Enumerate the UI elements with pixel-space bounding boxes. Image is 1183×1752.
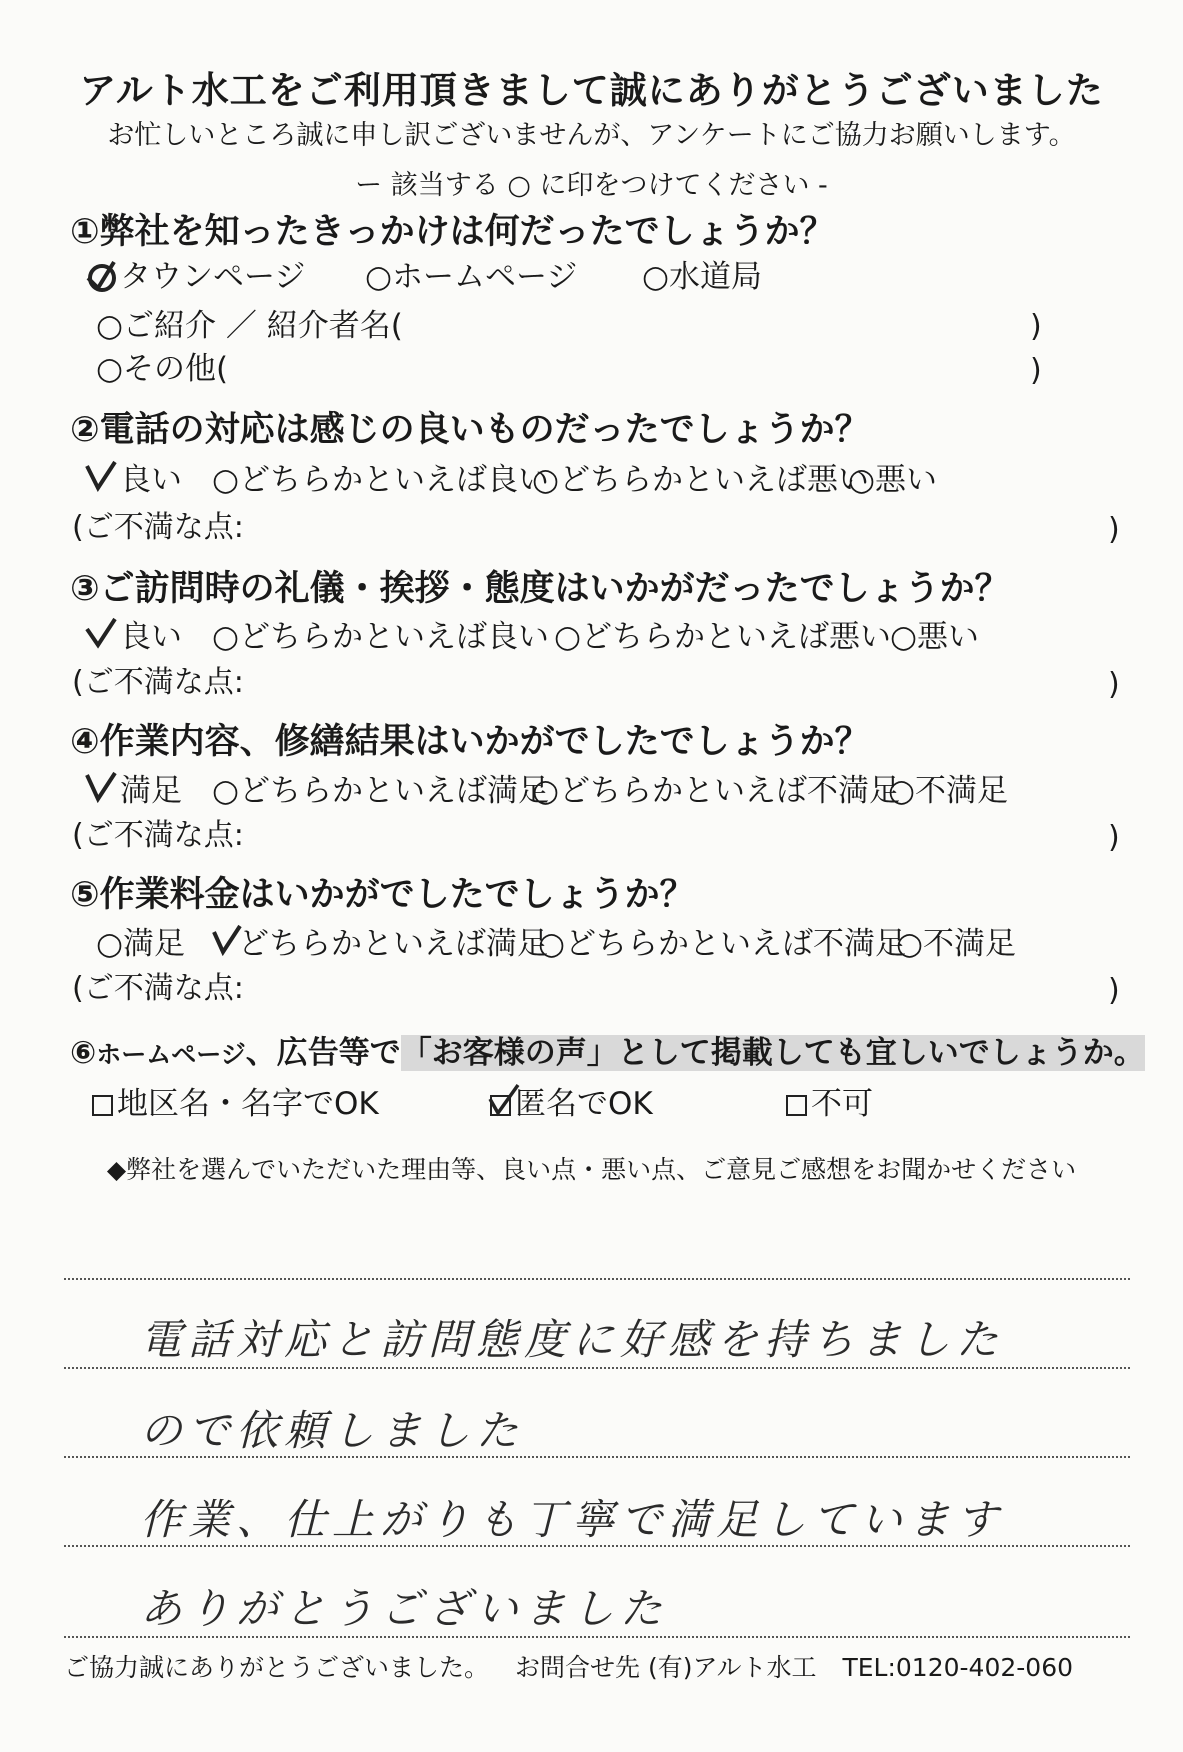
q5-option-unsatisfied[interactable]: ○不満足	[896, 926, 1017, 962]
handwritten-comment-line: ありがとうございました	[140, 1584, 669, 1633]
q5-complaint-close: )	[1108, 973, 1120, 1008]
checkbox-icon	[786, 1095, 807, 1116]
q1-option-townpage[interactable]: タウンページ	[120, 259, 306, 295]
q4-option-satisfied[interactable]: 満足	[120, 773, 182, 809]
checkbox-icon	[490, 1095, 511, 1116]
q3-option-bad[interactable]: ○悪い	[890, 619, 980, 655]
handwritten-comment-line: 作業、仕上がりも丁寧で満足しています	[140, 1495, 1005, 1544]
q3-option-rather-bad[interactable]: ○どちらかといえば悪い	[554, 619, 892, 655]
q4-option-unsatisfied[interactable]: ○不満足	[888, 773, 1009, 809]
q1-referral-close: )	[1030, 309, 1042, 344]
survey-instruction: ー 該当する ○ に印をつけてください -	[355, 170, 828, 201]
check-mark-icon	[84, 617, 118, 649]
q4-option-rather-unsatisfied[interactable]: ○どちらかといえば不満足	[532, 773, 901, 809]
q6-homepage: ホームページ	[96, 1040, 246, 1069]
q1-option-other[interactable]: ○その他(	[96, 351, 229, 387]
check-mark-icon	[488, 1083, 520, 1117]
check-mark-icon	[84, 460, 118, 492]
q4-option-rather-satisfied[interactable]: ○どちらかといえば満足	[212, 773, 550, 809]
q2-option-rather-good[interactable]: ○どちらかといえば良い	[212, 462, 550, 498]
q1-other-close: )	[1030, 353, 1042, 388]
question-4: ④作業内容、修繕結果はいかがでしたでしょうか？	[70, 722, 870, 762]
q6-option-anonymous[interactable]	[490, 1086, 653, 1122]
q3-complaint-label: (ご不満な点:	[72, 665, 244, 700]
q6-ads: 、広告等で	[245, 1035, 401, 1071]
q6-option-area-name-label: 地区名・名字でOK	[117, 1086, 379, 1122]
footer-thanks: ご協力誠にありがとうございました。	[64, 1653, 490, 1682]
handwritten-comment-line: ので依頼しました	[140, 1406, 525, 1455]
q2-option-bad[interactable]: ○悪い	[848, 462, 938, 498]
q1-option-referral[interactable]: ○ご紹介 ／ 紹介者名(	[96, 308, 403, 344]
question-5: ⑤作業料金はいかがでしたでしょうか？	[70, 875, 695, 915]
survey-subtitle: お忙しいところ誠に申し訳ございませんが、アンケートにご協力お願いします。	[107, 120, 1076, 151]
q2-complaint-close: )	[1108, 512, 1120, 547]
check-mark-icon	[84, 771, 118, 803]
survey-title: アルト水工をご利用頂きまして誠にありがとうございました	[79, 69, 1104, 112]
q5-option-rather-unsatisfied[interactable]: ○どちらかといえば不満足	[538, 926, 907, 962]
q3-complaint-close: )	[1108, 667, 1120, 702]
q3-option-good[interactable]: 良い	[120, 619, 182, 655]
q2-option-good[interactable]: 良い	[120, 462, 182, 498]
comment-rule	[64, 1636, 1130, 1638]
q6-option-area-name[interactable]	[92, 1086, 379, 1122]
q4-complaint-close: )	[1108, 820, 1120, 855]
comment-rule	[64, 1278, 1130, 1280]
q5-option-satisfied[interactable]: ○満足	[96, 926, 186, 962]
q2-option-rather-bad[interactable]: ○どちらかといえば悪い	[532, 462, 870, 498]
q6-option-anonymous-label: 匿名でOK	[515, 1086, 653, 1122]
question-3: ③ご訪問時の礼儀・挨拶・態度はいかがだったでしょうか？	[70, 569, 1010, 609]
question-6	[70, 1035, 1145, 1071]
question-2: ②電話の対応は感じの良いものだったでしょうか？	[70, 410, 870, 450]
comment-rule	[64, 1367, 1130, 1369]
footer	[64, 1655, 1124, 1680]
q4-complaint-label: (ご不満な点:	[72, 818, 244, 853]
comment-request: ◆弊社を選んでいただいた理由等、良い点・悪い点、ご意見ご感想をお聞かせください	[106, 1155, 1077, 1184]
q1-option-homepage[interactable]: ○ホームページ	[365, 259, 578, 295]
footer-tel: TEL:0120-402-060	[842, 1653, 1074, 1682]
handwritten-comment-line: 電話対応と訪問態度に好感を持ちました	[140, 1315, 1005, 1364]
q2-complaint-label: (ご不満な点:	[72, 510, 244, 545]
q6-option-not-allowed-label: 不可	[811, 1086, 873, 1122]
checkbox-icon	[92, 1095, 113, 1116]
footer-contact: お問合せ先 (有)アルト水工	[515, 1653, 817, 1682]
q1-option-waterworks[interactable]: ○水道局	[642, 259, 763, 295]
check-mark-icon	[84, 258, 120, 294]
q5-complaint-label: (ご不満な点:	[72, 971, 244, 1006]
q3-option-rather-good[interactable]: ○どちらかといえば良い	[212, 619, 550, 655]
q6-number: ⑥	[70, 1035, 97, 1071]
q5-option-rather-satisfied[interactable]: どちらかといえば満足	[238, 926, 548, 962]
q6-option-not-allowed[interactable]	[786, 1086, 873, 1122]
question-1: ①弊社を知ったきっかけは何だったでしょうか？	[70, 212, 835, 252]
q6-highlight: 「お客様の声」として掲載しても宜しいでしょうか。	[400, 1035, 1145, 1071]
